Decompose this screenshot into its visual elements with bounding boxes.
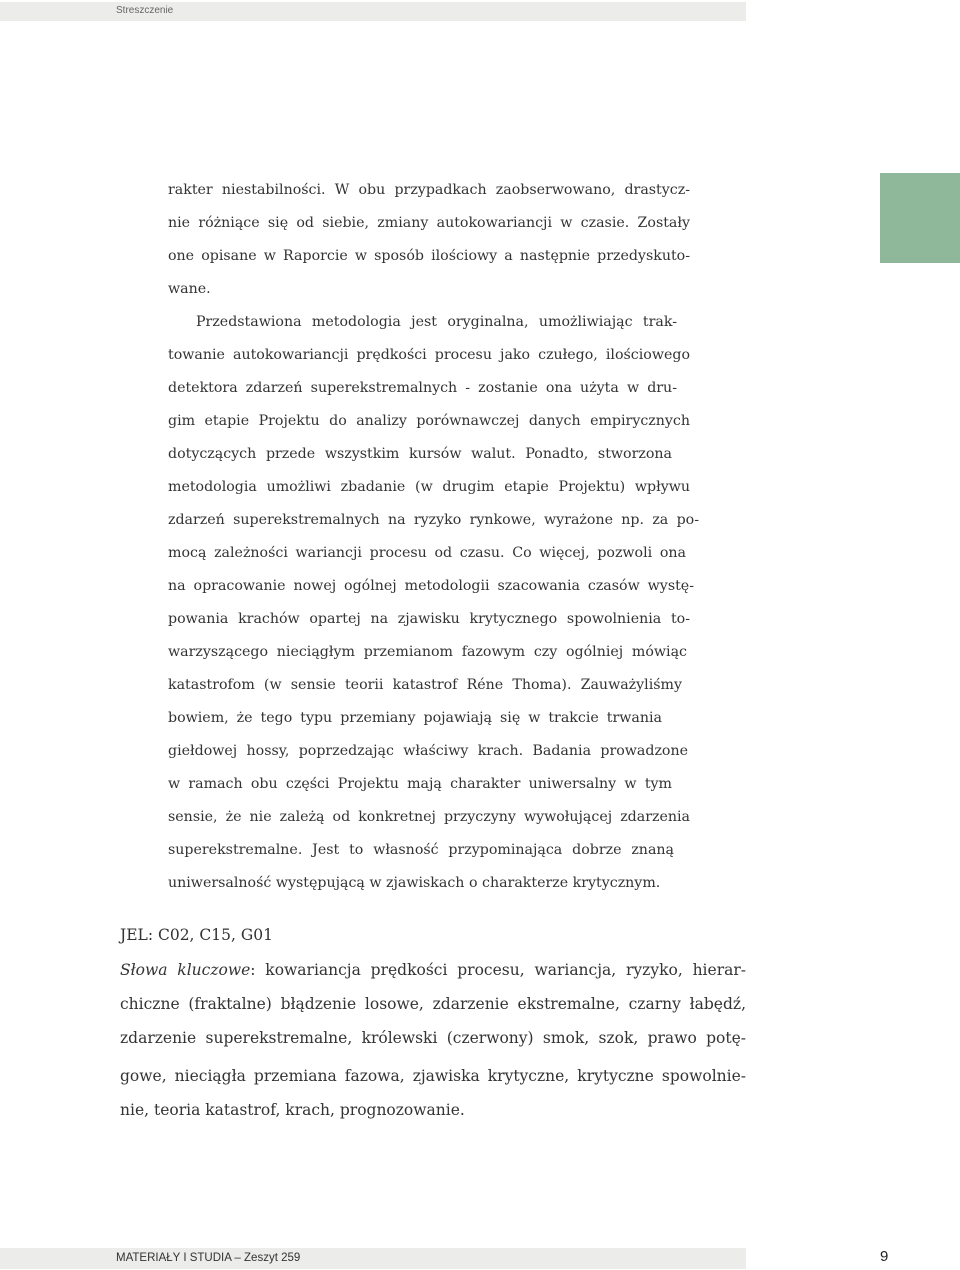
abstract-line: dotyczących przede wszystkim kursów walut. Ponadto, stworzona (168, 446, 672, 462)
page-number: 9 (880, 1248, 889, 1265)
abstract-line: detektora zdarzeń superekstremalnych - zostanie ona użyta w dru- (168, 380, 677, 396)
keywords-line: chiczne (fraktalne) błądzenie losowe, zdarzenie ekstremalne, czarny łabędź, (120, 995, 746, 1013)
jel-codes: JEL: C02, C15, G01 (120, 926, 273, 944)
keywords-label: Słowa kluczowe (120, 961, 251, 979)
abstract-line: na opracowanie nowej ogólnej metodologii szacowania czasów wystę- (168, 578, 694, 594)
abstract-line: superekstremalne. Jest to własność przypominająca dobrze znaną (168, 842, 674, 858)
abstract-line: nie różniące się od siebie, zmiany autokowariancji w czasie. Zostały (168, 215, 690, 231)
abstract-line: uniwersalność występującą w zjawiskach o charakterze krytycznym. (168, 875, 661, 891)
section-title: Streszczenie (116, 5, 174, 16)
abstract-line: rakter niestabilności. W obu przypadkach zaobserwowano, drastycz- (168, 182, 690, 198)
abstract-line: one opisane w Raporcie w sposób ilościowy a następnie przedyskuto- (168, 248, 690, 264)
keywords-line: nie, teoria katastrof, krach, prognozowanie. (120, 1101, 465, 1119)
abstract-line: wane. (168, 281, 211, 297)
abstract-line: metodologia umożliwi zbadanie (w drugim etapie Projektu) wpływu (168, 479, 690, 495)
abstract-line: zdarzeń superekstremalnych na ryzyko rynkowe, wyrażone np. za po- (168, 512, 699, 528)
footer-bar (0, 1248, 746, 1269)
keywords-first-line: : kowariancja prędkości procesu, wariancja, ryzyko, hierar- (250, 961, 746, 979)
abstract-line: Przedstawiona metodologia jest oryginalna, umożliwiając trak- (196, 314, 677, 330)
keywords-line (120, 958, 746, 982)
abstract-line: w ramach obu części Projektu mają charakter uniwersalny w tym (168, 776, 672, 792)
abstract-line: mocą zależności wariancji procesu od czasu. Co więcej, pozwoli ona (168, 545, 686, 561)
abstract-line: bowiem, że tego typu przemiany pojawiają się w trakcie trwania (168, 710, 662, 726)
abstract-line: gim etapie Projektu do analizy porównawczej danych empirycznych (168, 413, 690, 429)
keywords-line: zdarzenie superekstremalne, królewski (czerwony) smok, szok, prawo potę- (120, 1029, 746, 1047)
abstract-line: giełdowej hossy, poprzedzając właściwy krach. Badania prowadzone (168, 743, 688, 759)
publication-title: MATERIAŁY I STUDIA – Zeszyt 259 (116, 1252, 301, 1264)
abstract-line: towanie autokowariancji prędkości procesu jako czułego, ilościowego (168, 347, 690, 363)
abstract-line: sensie, że nie zależą od konkretnej przyczyny wywołującej zdarzenia (168, 809, 690, 825)
abstract-line: katastrofom (w sensie teorii katastrof Réne Thoma). Zauważyliśmy (168, 677, 682, 693)
keywords-line: gowe, nieciągła przemiana fazowa, zjawiska krytyczne, krytyczne spowolnie- (120, 1067, 746, 1085)
abstract-line: warzyszącego nieciągłym przemianom fazowym czy ogólniej mówiąc (168, 644, 687, 660)
abstract-line: powania krachów opartej na zjawisku krytycznego spowolnienia to- (168, 611, 690, 627)
